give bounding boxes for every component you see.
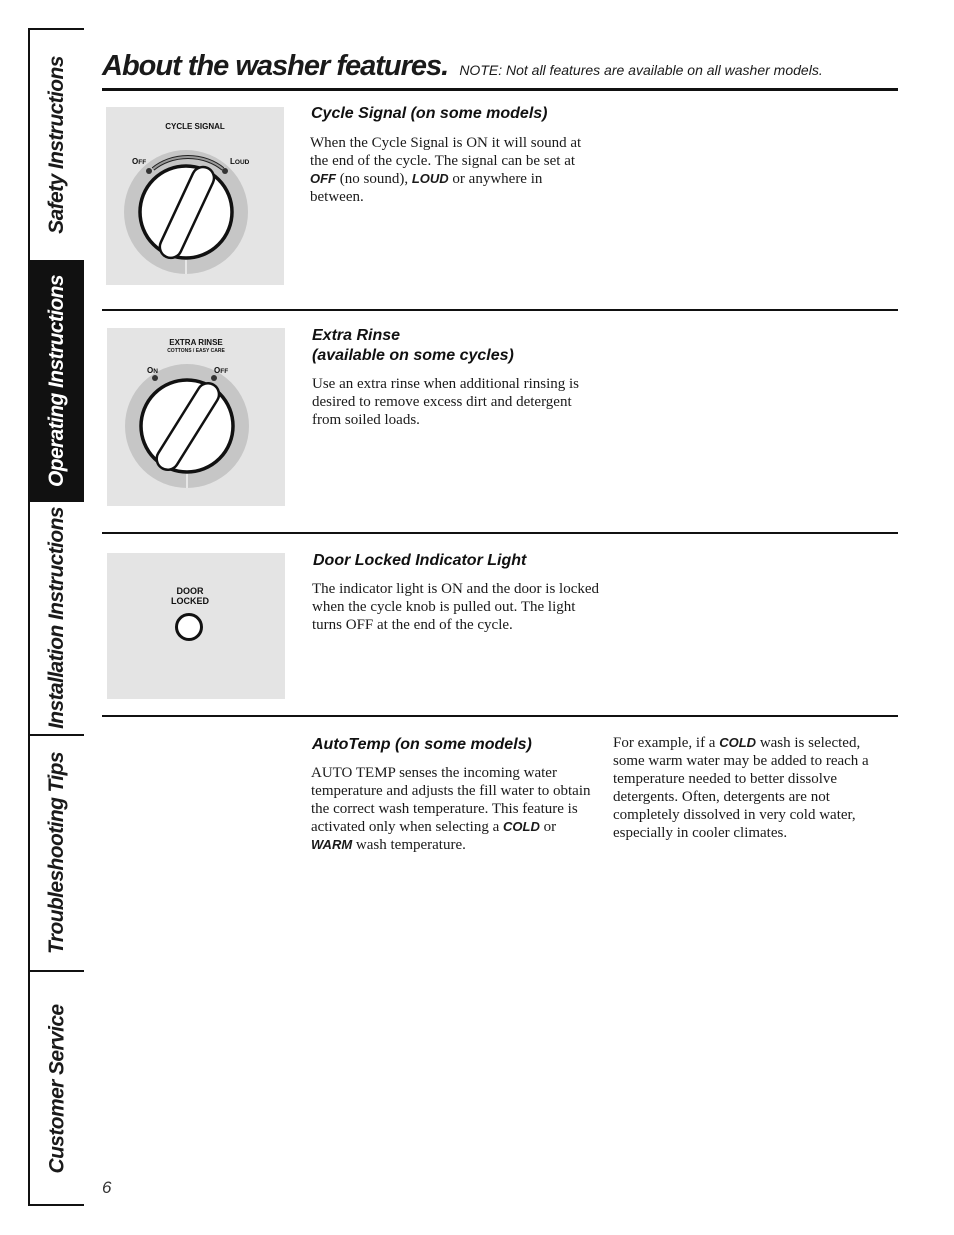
header-rule <box>102 88 898 91</box>
tab-customer-service[interactable] <box>30 972 84 1206</box>
autotemp-text-1: AUTO TEMP senses the incoming water temperature and adjusts the fill water to obtain the correct wash temperature. This feature is activated only when selecting a <box>311 765 591 835</box>
section-tabs <box>28 28 84 1206</box>
extra-rinse-panel-label: EXTRA RINSE <box>169 338 223 347</box>
door-locked-body: The indicator light is ON and the door is locked when the cycle knob is pulled out. The light turns OFF at the end of the cycle. <box>312 581 600 633</box>
tab-operating-instructions[interactable] <box>30 262 84 502</box>
keyword-warm: WARM <box>311 837 353 852</box>
autotemp-text-2: or <box>539 819 557 835</box>
dial-label-off-rest: FF <box>138 159 147 166</box>
cycle-signal-panel-label: CYCLE SIGNAL <box>165 122 225 131</box>
tab-label: Troubleshooting Tips <box>45 752 69 954</box>
cycle-signal-body <box>310 134 590 206</box>
extra-rinse-heading-line2: (available on some cycles) <box>312 347 514 364</box>
dial-label-off-rest: FF <box>220 368 229 375</box>
section-divider <box>102 532 898 534</box>
extra-rinse-dial <box>107 328 285 506</box>
keyword-cold: COLD <box>719 735 757 750</box>
extra-rinse-panel-sublabel: COTTONS / EASY CARE <box>167 348 225 354</box>
page-title <box>102 50 823 83</box>
tab-safety-instructions[interactable] <box>30 30 84 262</box>
tab-label: Safety Instructions <box>45 56 68 234</box>
cycle-knob[interactable] <box>140 163 232 261</box>
door-locked-label-line2: LOCKED <box>171 596 209 606</box>
cycle-signal-text-2: (no sound), <box>336 171 412 187</box>
dial-label-on-rest: N <box>153 368 158 375</box>
svg-text:OFF <box>214 366 228 375</box>
autotemp-example <box>613 734 888 842</box>
door-locked-label-line1: DOOR <box>176 586 204 596</box>
section-divider <box>102 309 898 311</box>
tab-label: Operating Instructions <box>45 275 68 487</box>
dial-label-loud: L <box>230 157 235 166</box>
extra-rinse-knob[interactable] <box>141 379 233 474</box>
cycle-signal-text-1: When the Cycle Signal is ON it will sound at the end of the cycle. The signal can be set at <box>310 135 582 169</box>
cycle-signal-text-3: or anywhere in between. <box>310 171 543 205</box>
autotemp-text-3: wash temperature. <box>352 837 466 853</box>
tab-label: Customer Service <box>45 1004 69 1174</box>
extra-rinse-panel <box>107 328 285 506</box>
door-locked-indicator-light <box>175 613 203 641</box>
keyword-off: OFF <box>310 171 336 186</box>
autotemp-example-text-1: For example, if a <box>613 735 720 751</box>
keyword-loud: LOUD <box>411 171 449 186</box>
autotemp-body <box>311 764 591 854</box>
tab-label: Installation Instructions <box>45 507 69 729</box>
extra-rinse-heading-line1: Extra Rinse <box>312 327 401 344</box>
dial-label-loud-rest: OUD <box>234 159 250 166</box>
dial-label-off: O <box>214 366 221 375</box>
extra-rinse-body: Use an extra rinse when additional rinsing is desired to remove excess dirt and detergent from soiled loads. <box>312 376 580 428</box>
tab-troubleshooting-tips[interactable] <box>30 736 84 972</box>
dial-label-off: O <box>132 157 139 166</box>
svg-text:OFF <box>132 157 146 166</box>
door-locked-panel <box>107 553 285 699</box>
page-note: NOTE: Not all features are available on all washer models. <box>459 62 823 78</box>
svg-text:ON <box>147 366 158 375</box>
autotemp-example-text-2: wash is selected, some warm water may be added to reach a temperature needed to better dissolve detergents. Often, detergents are not completely dissolved in very cold water, especially in cooler climates. <box>613 735 869 841</box>
page-title-text: About the washer features. <box>102 50 449 82</box>
dial-label-on: O <box>147 366 154 375</box>
cycle-signal-heading: Cycle Signal (on some models) <box>311 105 548 122</box>
extra-rinse-heading <box>312 326 514 366</box>
door-locked-heading: Door Locked Indicator Light <box>313 552 527 569</box>
cycle-signal-panel <box>106 107 284 285</box>
page-number: 6 <box>102 1178 112 1197</box>
cycle-signal-dial <box>106 107 284 285</box>
section-divider <box>102 715 898 717</box>
svg-text:LOUD <box>230 157 250 166</box>
tab-installation-instructions[interactable] <box>30 502 84 736</box>
keyword-cold: COLD <box>503 819 540 834</box>
autotemp-heading: AutoTemp (on some models) <box>312 736 532 753</box>
